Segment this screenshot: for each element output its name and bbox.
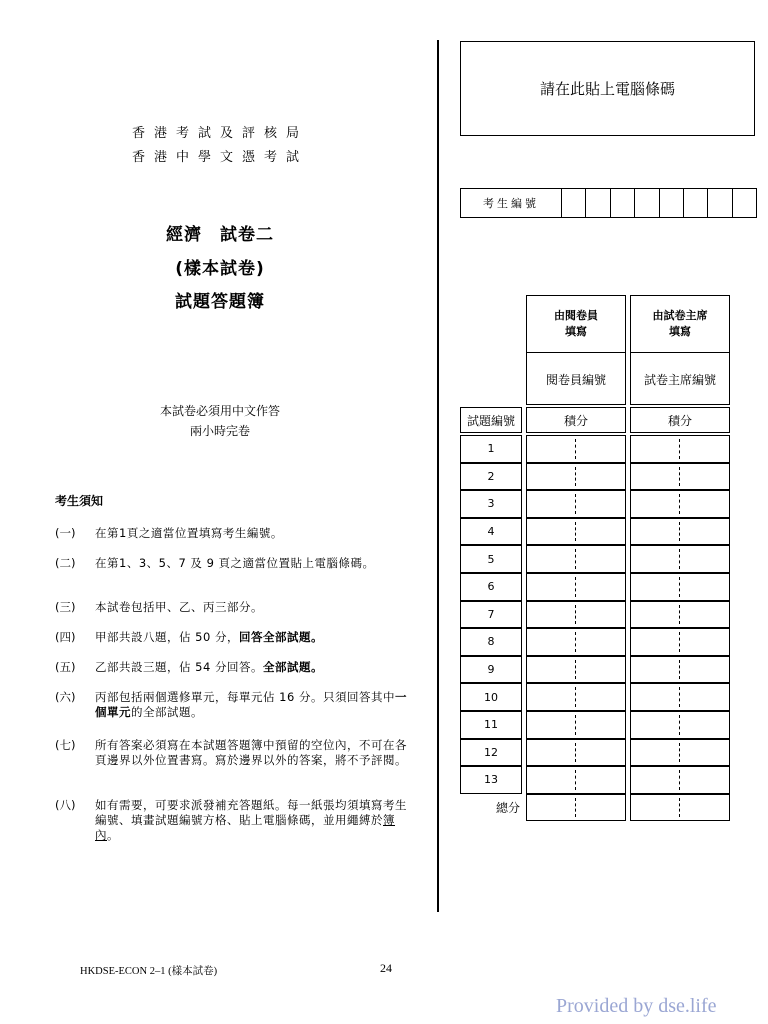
marks-cell[interactable]	[526, 683, 626, 711]
candidate-number-label: 考生編號	[461, 189, 562, 217]
question-number-cell: 13	[460, 766, 522, 794]
marks-cell[interactable]	[630, 463, 730, 491]
paper-code: HKDSE-ECON 2–1 (樣本試卷)	[80, 966, 218, 977]
marks-cell[interactable]	[526, 766, 626, 794]
candidate-digit-box[interactable]	[635, 189, 659, 217]
candidate-digit-box[interactable]	[611, 189, 635, 217]
marks-cell[interactable]	[526, 490, 626, 518]
candidate-digit-box[interactable]	[733, 189, 756, 217]
marks-cell[interactable]	[526, 711, 626, 739]
candidate-digit-box[interactable]	[660, 189, 684, 217]
marks-cell[interactable]	[526, 628, 626, 656]
instruction-number: (二)	[55, 556, 76, 570]
marks-cell[interactable]	[630, 656, 730, 684]
question-number-cell: 3	[460, 490, 522, 518]
marks-cell[interactable]	[526, 601, 626, 629]
instruction-text: 本試卷包括甲、乙、丙三部分。	[95, 600, 263, 614]
time-allowed: 兩小時完卷	[189, 424, 250, 438]
barcode-box[interactable]	[460, 41, 755, 136]
watermark: Provided by dse.life	[556, 995, 717, 1017]
marks-cell[interactable]	[630, 711, 730, 739]
marks-header: 積分	[630, 407, 730, 433]
question-number-cell: 5	[460, 545, 522, 573]
instruction-number: (七)	[55, 738, 76, 752]
instruction-number: (八)	[55, 798, 76, 812]
instruction-number: (五)	[55, 660, 76, 674]
marks-cell[interactable]	[630, 435, 730, 463]
question-number-cell: 11	[460, 711, 522, 739]
paper-subtitle: (樣本試卷)	[175, 259, 265, 279]
chief-examiner-number-label: 試卷主席編號	[643, 372, 716, 387]
question-number-cell: 8	[460, 628, 522, 656]
instruction-text: 甲部共設八題，佔 50 分，回答全部試題。	[95, 630, 323, 644]
candidate-digit-box[interactable]	[708, 189, 732, 217]
chief-examiner-column-header	[630, 295, 730, 405]
authority-name: 香港考試及評核局	[131, 126, 308, 141]
instruction-number: (四)	[55, 630, 76, 644]
candidate-digit-box[interactable]	[562, 189, 586, 217]
instruction-text: 在第1頁之適當位置填寫考生編號。	[95, 526, 283, 540]
page-divider	[437, 40, 439, 912]
marks-cell[interactable]	[526, 656, 626, 684]
instruction-text: 乙部共設三題，佔 54 分回答。全部試題。	[95, 660, 323, 674]
question-number-cell: 6	[460, 573, 522, 601]
paper-title: 經濟 試卷二	[166, 225, 274, 245]
marker-number-label: 閱卷員編號	[545, 372, 606, 387]
instructions-heading: 考生須知	[55, 494, 104, 508]
exam-name: 香港中學文憑考試	[131, 150, 308, 165]
question-number-cell: 4	[460, 518, 522, 546]
question-number-header: 試題編號	[460, 407, 522, 433]
language-requirement: 本試卷必須用中文作答	[159, 404, 280, 418]
marks-cell[interactable]	[526, 739, 626, 767]
total-marks-label: 總分	[495, 801, 520, 816]
marks-cell[interactable]	[630, 518, 730, 546]
question-number-cell: 10	[460, 683, 522, 711]
marks-cell[interactable]	[630, 739, 730, 767]
marks-cell[interactable]	[630, 766, 730, 794]
instruction-text: 所有答案必須寫在本試題答題簿中預留的空位內，不可在各頁邊界以外位置書寫。寫於邊界以外的答案，將不予評閱。	[95, 738, 407, 767]
marks-cell[interactable]	[526, 573, 626, 601]
marks-cell[interactable]	[526, 463, 626, 491]
marks-cell[interactable]	[630, 490, 730, 518]
marks-cell[interactable]	[526, 435, 626, 463]
question-number-cell: 12	[460, 739, 522, 767]
instruction-text: 如有需要，可要求派發補充答題紙。每一紙張均須填寫考生編號、填畫試題編號方格、貼上電腦條碼，並用繩縛於簿內。	[95, 798, 407, 842]
marks-cell[interactable]	[630, 683, 730, 711]
question-number-cell: 2	[460, 463, 522, 491]
marker-header-label: 由閱卷員 填寫	[527, 296, 625, 353]
marks-cell[interactable]	[630, 601, 730, 629]
question-number-cell: 9	[460, 656, 522, 684]
total-marks-cell[interactable]	[526, 794, 626, 822]
instruction-number: (三)	[55, 600, 76, 614]
page-number: 24	[380, 961, 392, 975]
instruction-text: 在第1、3、5、7 及 9 頁之適當位置貼上電腦條碼。	[95, 556, 375, 570]
marks-cell[interactable]	[630, 545, 730, 573]
instruction-text: 丙部包括兩個選修單元，每單元佔 16 分。只須回答其中一個單元的全部試題。	[95, 690, 407, 719]
candidate-digit-box[interactable]	[586, 189, 610, 217]
instruction-number: (一)	[55, 526, 76, 540]
marks-cell[interactable]	[630, 573, 730, 601]
total-marks-cell[interactable]	[630, 794, 730, 822]
candidate-digit-box[interactable]	[684, 189, 708, 217]
question-number-cell: 7	[460, 601, 522, 629]
question-number-cell: 1	[460, 435, 522, 463]
paper-type: 試題答題簿	[175, 292, 265, 312]
marks-header: 積分	[526, 407, 626, 433]
candidate-number-field[interactable]	[460, 188, 757, 218]
marks-cell[interactable]	[526, 545, 626, 573]
marks-cell[interactable]	[630, 628, 730, 656]
marker-column-header	[526, 295, 626, 405]
chief-examiner-header-label: 由試卷主席 填寫	[631, 296, 729, 353]
instruction-number: (六)	[55, 690, 76, 704]
marks-cell[interactable]	[526, 518, 626, 546]
barcode-label: 請在此貼上電腦條碼	[539, 80, 675, 98]
